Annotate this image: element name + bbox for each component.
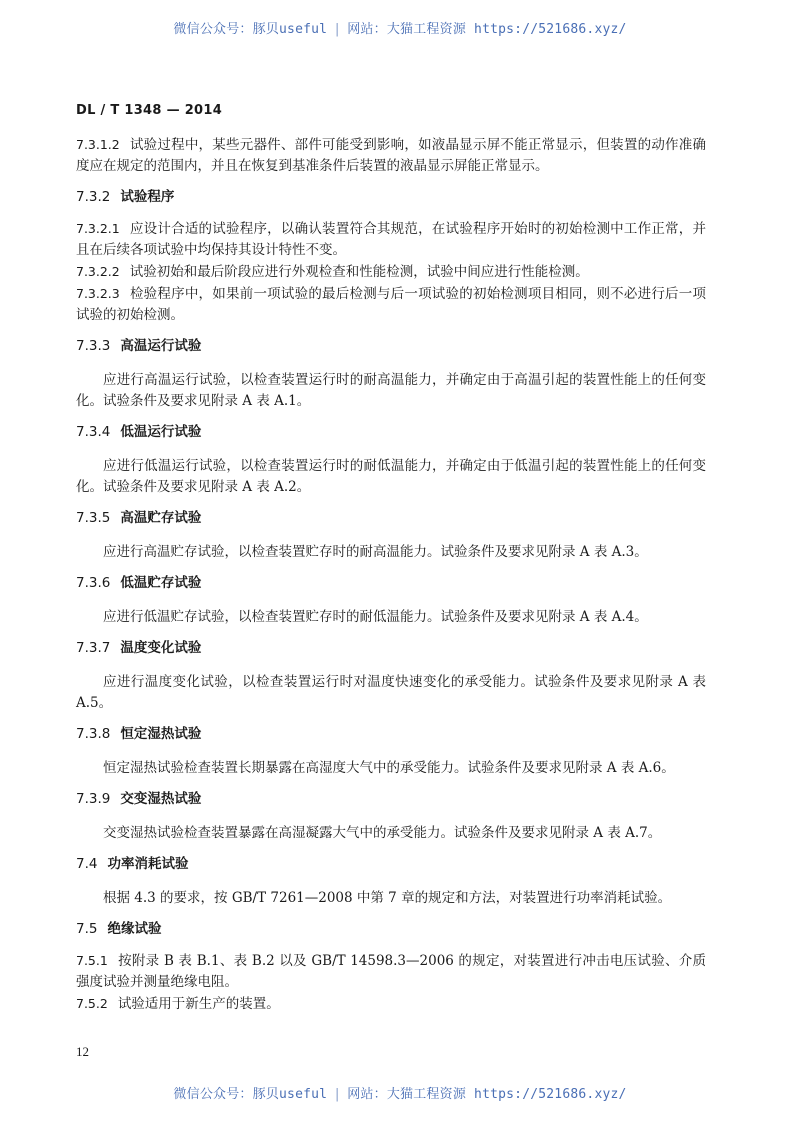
watermark-site: 网站：大猫工程资源 https://521686.xyz/ [347,1087,627,1102]
heading-7-3-7: 7.3.7 温度变化试验 [76,640,202,656]
paragraph-7-4: 根据 4.3 的要求，按 GB/T 7261—2008 中第 7 章的规定和方法，对装置进行功率消耗试验。 [103,890,672,906]
paragraph-7-3-5: 应进行高温贮存试验，以检查装置贮存时的耐高温能力。试验条件及要求见附录 A 表 A.3。 [103,544,648,560]
clause-7-5-2: 7.5.2 试验适用于新生产的装置。 [76,996,280,1012]
clause-7-3-2-1: 7.3.2.1 应设计合适的试验程序，以确认装置符合其规范，在试验程序开始时的初始检测中工作正常，并且在后续各项试验中均保持其设计特性不变。 [76,221,706,258]
paragraph-7-3-7: 应进行温度变化试验，以检查装置运行时对温度快速变化的承受能力。试验条件及要求见附录 A 表 A.5。 [76,674,706,711]
paragraph-7-3-6: 应进行低温贮存试验，以检查装置贮存时的耐低温能力。试验条件及要求见附录 A 表 A.4。 [103,609,648,625]
paragraph-7-3-3: 应进行高温运行试验，以检查装置运行时的耐高温能力，并确定由于高温引起的装置性能上的任何变化。试验条件及要求见附录 A 表 A.1。 [76,372,706,409]
heading-7-3-6: 7.3.6 低温贮存试验 [76,575,202,591]
watermark-bottom [0,1083,800,1102]
heading-7-3-5: 7.3.5 高温贮存试验 [76,510,202,526]
heading-7-3-4: 7.3.4 低温运行试验 [76,424,202,440]
document-code: DL / T 1348 — 2014 [76,103,223,118]
paragraph-7-3-8: 恒定湿热试验检查装置长期暴露在高湿度大气中的承受能力。试验条件及要求见附录 A 表 A.6。 [103,760,675,776]
clause-7-3-2-3: 7.3.2.3 检验程序中，如果前一项试验的最后检测与后一项试验的初始检测项目相同，则不必进行后一项试验的初始检测。 [76,286,706,323]
watermark-wechat: 微信公众号：豚贝useful [173,1087,328,1102]
page-body [76,134,706,1015]
watermark-top [0,18,800,37]
paragraph-7-3-4: 应进行低温运行试验，以检查装置运行时的耐低温能力，并确定由于低温引起的装置性能上的任何变化。试验条件及要求见附录 A 表 A.2。 [76,458,706,495]
heading-7-5: 7.5 绝缘试验 [76,921,162,937]
clause-7-3-2-2: 7.3.2.2 试验初始和最后阶段应进行外观检查和性能检测，试验中间应进行性能检测。 [76,264,589,280]
clause-7-3-1-2: 7.3.1.2 试验过程中，某些元器件、部件可能受到影响，如液晶显示屏不能正常显示，但装置的动作准确度应在规定的范围内，并且在恢复到基准条件后装置的液晶显示屏能正常显示。 [76,137,706,174]
heading-7-3-3: 7.3.3 高温运行试验 [76,338,202,354]
heading-7-4: 7.4 功率消耗试验 [76,856,189,872]
heading-7-3-9: 7.3.9 交变湿热试验 [76,791,202,807]
clause-7-5-1: 7.5.1 按附录 B 表 B.1、表 B.2 以及 GB/T 14598.3—2006 的规定，对装置进行冲击电压试验、介质强度试验并测量绝缘电阻。 [76,953,706,990]
watermark-site: 网站：大猫工程资源 https://521686.xyz/ [347,22,627,37]
page-number: 12 [76,1044,89,1059]
paragraph-7-3-9: 交变湿热试验检查装置暴露在高湿凝露大气中的承受能力。试验条件及要求见附录 A 表 A.7。 [103,825,662,841]
heading-7-3-8: 7.3.8 恒定湿热试验 [76,726,202,742]
watermark-wechat: 微信公众号：豚贝useful [173,22,328,37]
watermark-separator: | [333,1087,342,1102]
watermark-separator: | [333,22,342,37]
heading-7-3-2: 7.3.2 试验程序 [76,189,175,205]
